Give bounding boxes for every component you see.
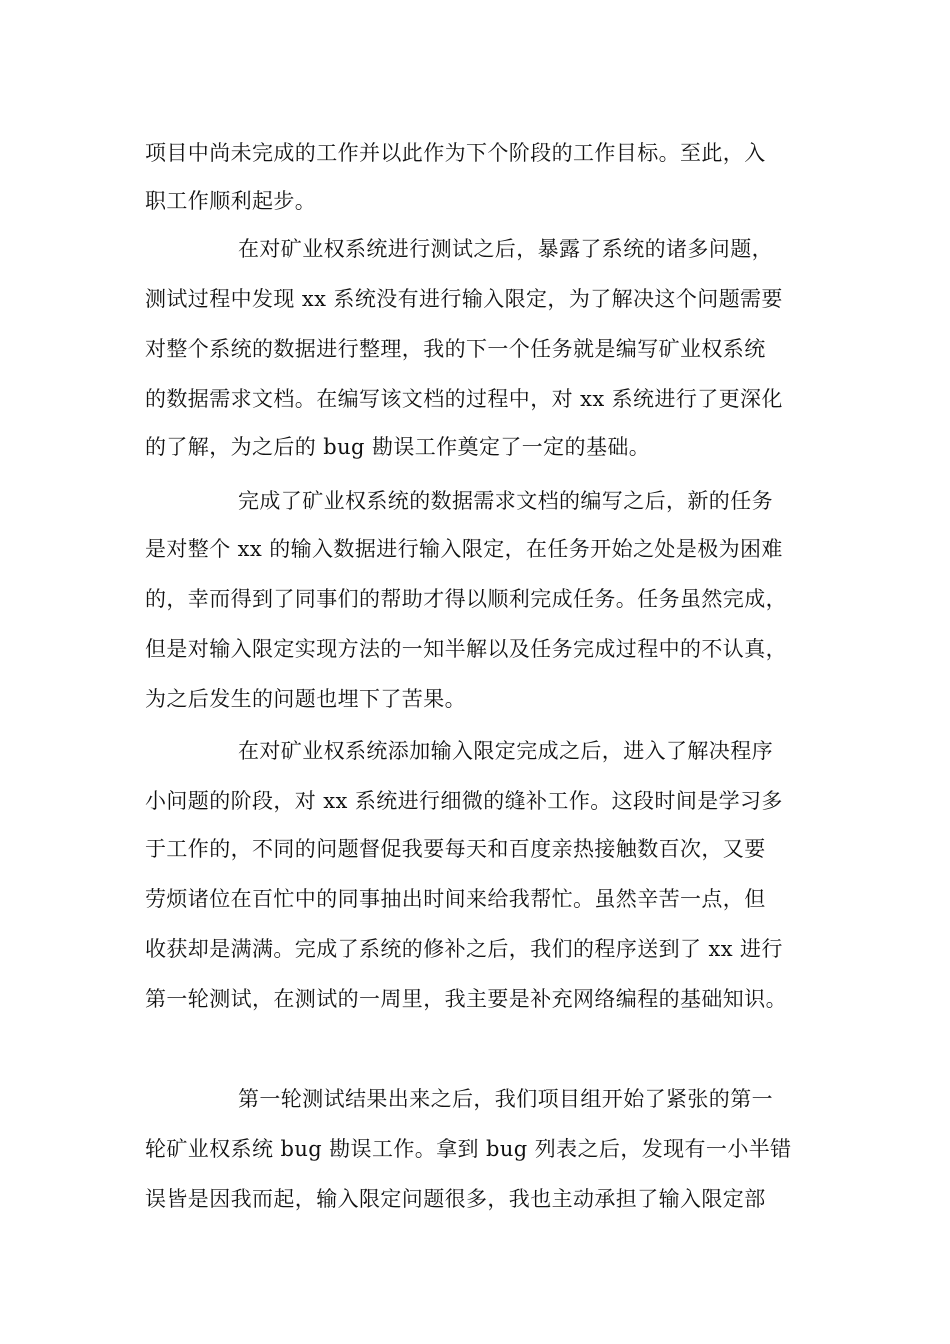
paragraph-2-line-1: 在对矿业权系统进行测试之后，暴露了系统的诸多问题， — [238, 237, 773, 261]
paragraph-4-line-5: 收获却是满满。完成了系统的修补之后，我们的程序送到了 xx 进行 — [145, 937, 783, 961]
paragraph-4-line-4: 劳烦诸位在百忙中的同事抽出时间来给我帮忙。虽然辛苦一点，但 — [145, 887, 766, 911]
paragraph-5-line-3: 误皆是因我而起，输入限定问题很多，我也主动承担了输入限定部 — [145, 1187, 766, 1211]
paragraph-1-line-2: 职工作顺利起步。 — [145, 189, 317, 213]
paragraph-3-line-3: 的，幸而得到了同事们的帮助才得以顺利完成任务。任务虽然完成， — [145, 587, 787, 611]
paragraph-2-line-3: 对整个系统的数据进行整理，我的下一个任务就是编写矿业权系统 — [145, 337, 766, 361]
paragraph-5-line-1: 第一轮测试结果出来之后，我们项目组开始了紧张的第一 — [238, 1087, 773, 1111]
paragraph-4-line-2: 小问题的阶段，对 xx 系统进行细微的缝补工作。这段时间是学习多 — [145, 789, 783, 813]
paragraph-2-line-2: 测试过程中发现 xx 系统没有进行输入限定，为了解决这个问题需要 — [145, 287, 783, 311]
paragraph-5-line-2: 轮矿业权系统 bug 勘误工作。拿到 bug 列表之后，发现有一小半错 — [145, 1137, 792, 1161]
paragraph-3-line-1: 完成了矿业权系统的数据需求文档的编写之后，新的任务 — [238, 489, 773, 513]
paragraph-2-line-4: 的数据需求文档。在编写该文档的过程中，对 xx 系统进行了更深化 — [145, 387, 783, 411]
paragraph-4-line-3: 于工作的，不同的问题督促我要每天和百度亲热接触数百次，又要 — [145, 837, 766, 861]
paragraph-3-line-4: 但是对输入限定实现方法的一知半解以及任务完成过程中的不认真， — [145, 637, 787, 661]
paragraph-3-line-2: 是对整个 xx 的输入数据进行输入限定，在任务开始之处是极为困难 — [145, 537, 783, 561]
paragraph-4-line-6: 第一轮测试，在测试的一周里，我主要是补充网络编程的基础知识。 — [145, 987, 787, 1011]
paragraph-4-line-1: 在对矿业权系统添加输入限定完成之后，进入了解决程序 — [238, 739, 773, 763]
paragraph-2-line-5: 的了解，为之后的 bug 勘误工作奠定了一定的基础。 — [145, 435, 651, 459]
paragraph-1-line-1: 项目中尚未完成的工作并以此作为下个阶段的工作目标。至此，入 — [145, 141, 766, 165]
paragraph-3-line-5: 为之后发生的问题也埋下了苦果。 — [145, 687, 466, 711]
